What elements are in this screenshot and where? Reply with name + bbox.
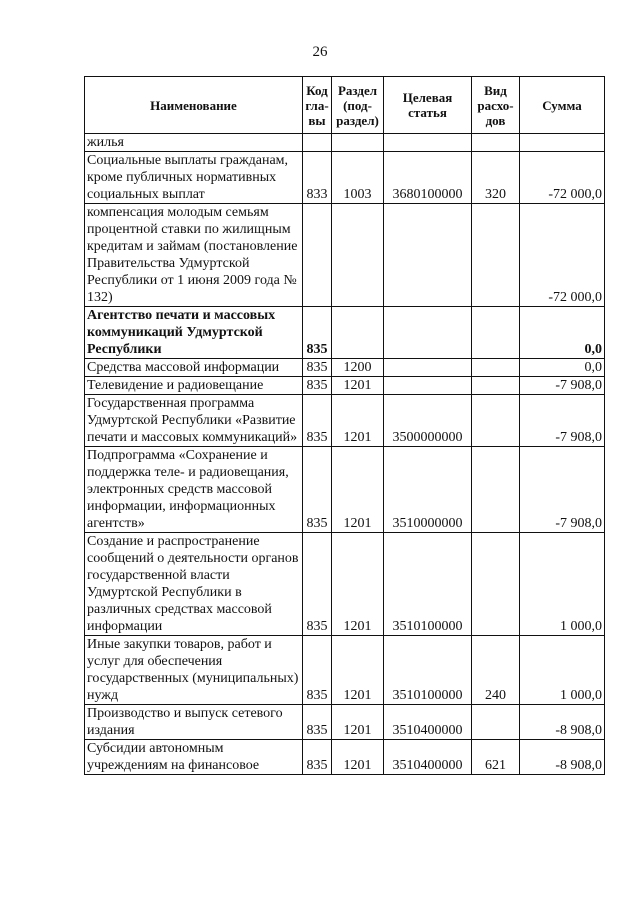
cell-name: компенсация молодым семьям процентной ставки по жилищным кредитам и займам (постановление Правительства Удмуртской Республики от 1 июня 2009 года № 132) [85,204,303,307]
cell-code: 835 [303,359,332,377]
header-type: Вид расхо- дов [472,77,520,134]
page-number: 26 [312,44,328,60]
header-name: Наименование [85,77,303,134]
table-row [85,636,605,705]
cell-target: 3510100000 [384,533,472,636]
cell-sum: -7 908,0 [520,377,605,395]
cell-type: 621 [472,740,520,775]
cell-sum: -72 000,0 [520,204,605,307]
table-row-agency [85,307,605,359]
cell-sum: 1 000,0 [520,636,605,705]
cell-code: 835 [303,447,332,533]
cell-code: 835 [303,740,332,775]
cell-code: 835 [303,636,332,705]
header-code: Код гла- вы [303,77,332,134]
cell-type [472,134,520,152]
cell-type [472,533,520,636]
cell-name: Производство и выпуск сетевого издания [85,705,303,740]
table-row [85,395,605,447]
cell-section: 1201 [332,377,384,395]
table-row [85,204,605,307]
cell-sum: -8 908,0 [520,705,605,740]
cell-section: 1201 [332,447,384,533]
cell-type: 320 [472,152,520,204]
cell-section: 1201 [332,395,384,447]
cell-type [472,359,520,377]
cell-type [472,204,520,307]
cell-name: Создание и распространение сообщений о деятельности органов государственной власти Удмуртской Республики в различных средствах массовой информации [85,533,303,636]
cell-sum: -8 908,0 [520,740,605,775]
table-row [85,152,605,204]
table-row [85,740,605,775]
cell-target: 3500000000 [384,395,472,447]
cell-name: Средства массовой информации [85,359,303,377]
cell-target [384,307,472,359]
cell-code [303,204,332,307]
cell-name: Субсидии автономным учреждениям на финансовое [85,740,303,775]
cell-code: 835 [303,533,332,636]
cell-target: 3680100000 [384,152,472,204]
cell-type: 240 [472,636,520,705]
budget-table [84,76,605,775]
cell-type [472,395,520,447]
cell-target [384,377,472,395]
cell-code: 835 [303,705,332,740]
cell-code: 835 [303,307,332,359]
cell-sum: -7 908,0 [520,395,605,447]
cell-sum: 0,0 [520,307,605,359]
cell-type [472,447,520,533]
table-row [85,377,605,395]
cell-target: 3510400000 [384,705,472,740]
cell-section: 1201 [332,533,384,636]
header-target: Целевая статья [384,77,472,134]
cell-section: 1200 [332,359,384,377]
header-section: Раздел (под- раздел) [332,77,384,134]
cell-sum: -72 000,0 [520,152,605,204]
cell-name: Государственная программа Удмуртской Республики «Развитие печати и массовых коммуникаций» [85,395,303,447]
cell-name: Социальные выплаты гражданам, кроме публичных нормативных социальных выплат [85,152,303,204]
table-row [85,134,605,152]
cell-type [472,705,520,740]
cell-code: 835 [303,395,332,447]
cell-sum: 1 000,0 [520,533,605,636]
cell-target [384,359,472,377]
cell-code [303,134,332,152]
cell-section: 1201 [332,740,384,775]
cell-type [472,307,520,359]
cell-type [472,377,520,395]
table-row [85,533,605,636]
cell-section: 1003 [332,152,384,204]
cell-name: Телевидение и радиовещание [85,377,303,395]
cell-section: 1201 [332,636,384,705]
cell-code: 835 [303,377,332,395]
cell-name: Агентство печати и массовых коммуникаций Удмуртской Республики [85,307,303,359]
table-header-row [85,77,605,134]
cell-name: Иные закупки товаров, работ и услуг для обеспечения государственных (муниципальных) нужд [85,636,303,705]
cell-name: жилья [85,134,303,152]
cell-section [332,134,384,152]
cell-section: 1201 [332,705,384,740]
cell-code: 833 [303,152,332,204]
header-sum: Сумма [520,77,605,134]
table-row [85,359,605,377]
cell-section [332,307,384,359]
cell-sum: 0,0 [520,359,605,377]
cell-name: Подпрограмма «Сохранение и поддержка теле- и радиовещания, электронных средств массовой информации, информационных агентств» [85,447,303,533]
cell-target: 3510000000 [384,447,472,533]
cell-sum: -7 908,0 [520,447,605,533]
cell-sum [520,134,605,152]
cell-target [384,134,472,152]
table-row [85,705,605,740]
cell-section [332,204,384,307]
table-row [85,447,605,533]
cell-target: 3510400000 [384,740,472,775]
cell-target: 3510100000 [384,636,472,705]
cell-target [384,204,472,307]
